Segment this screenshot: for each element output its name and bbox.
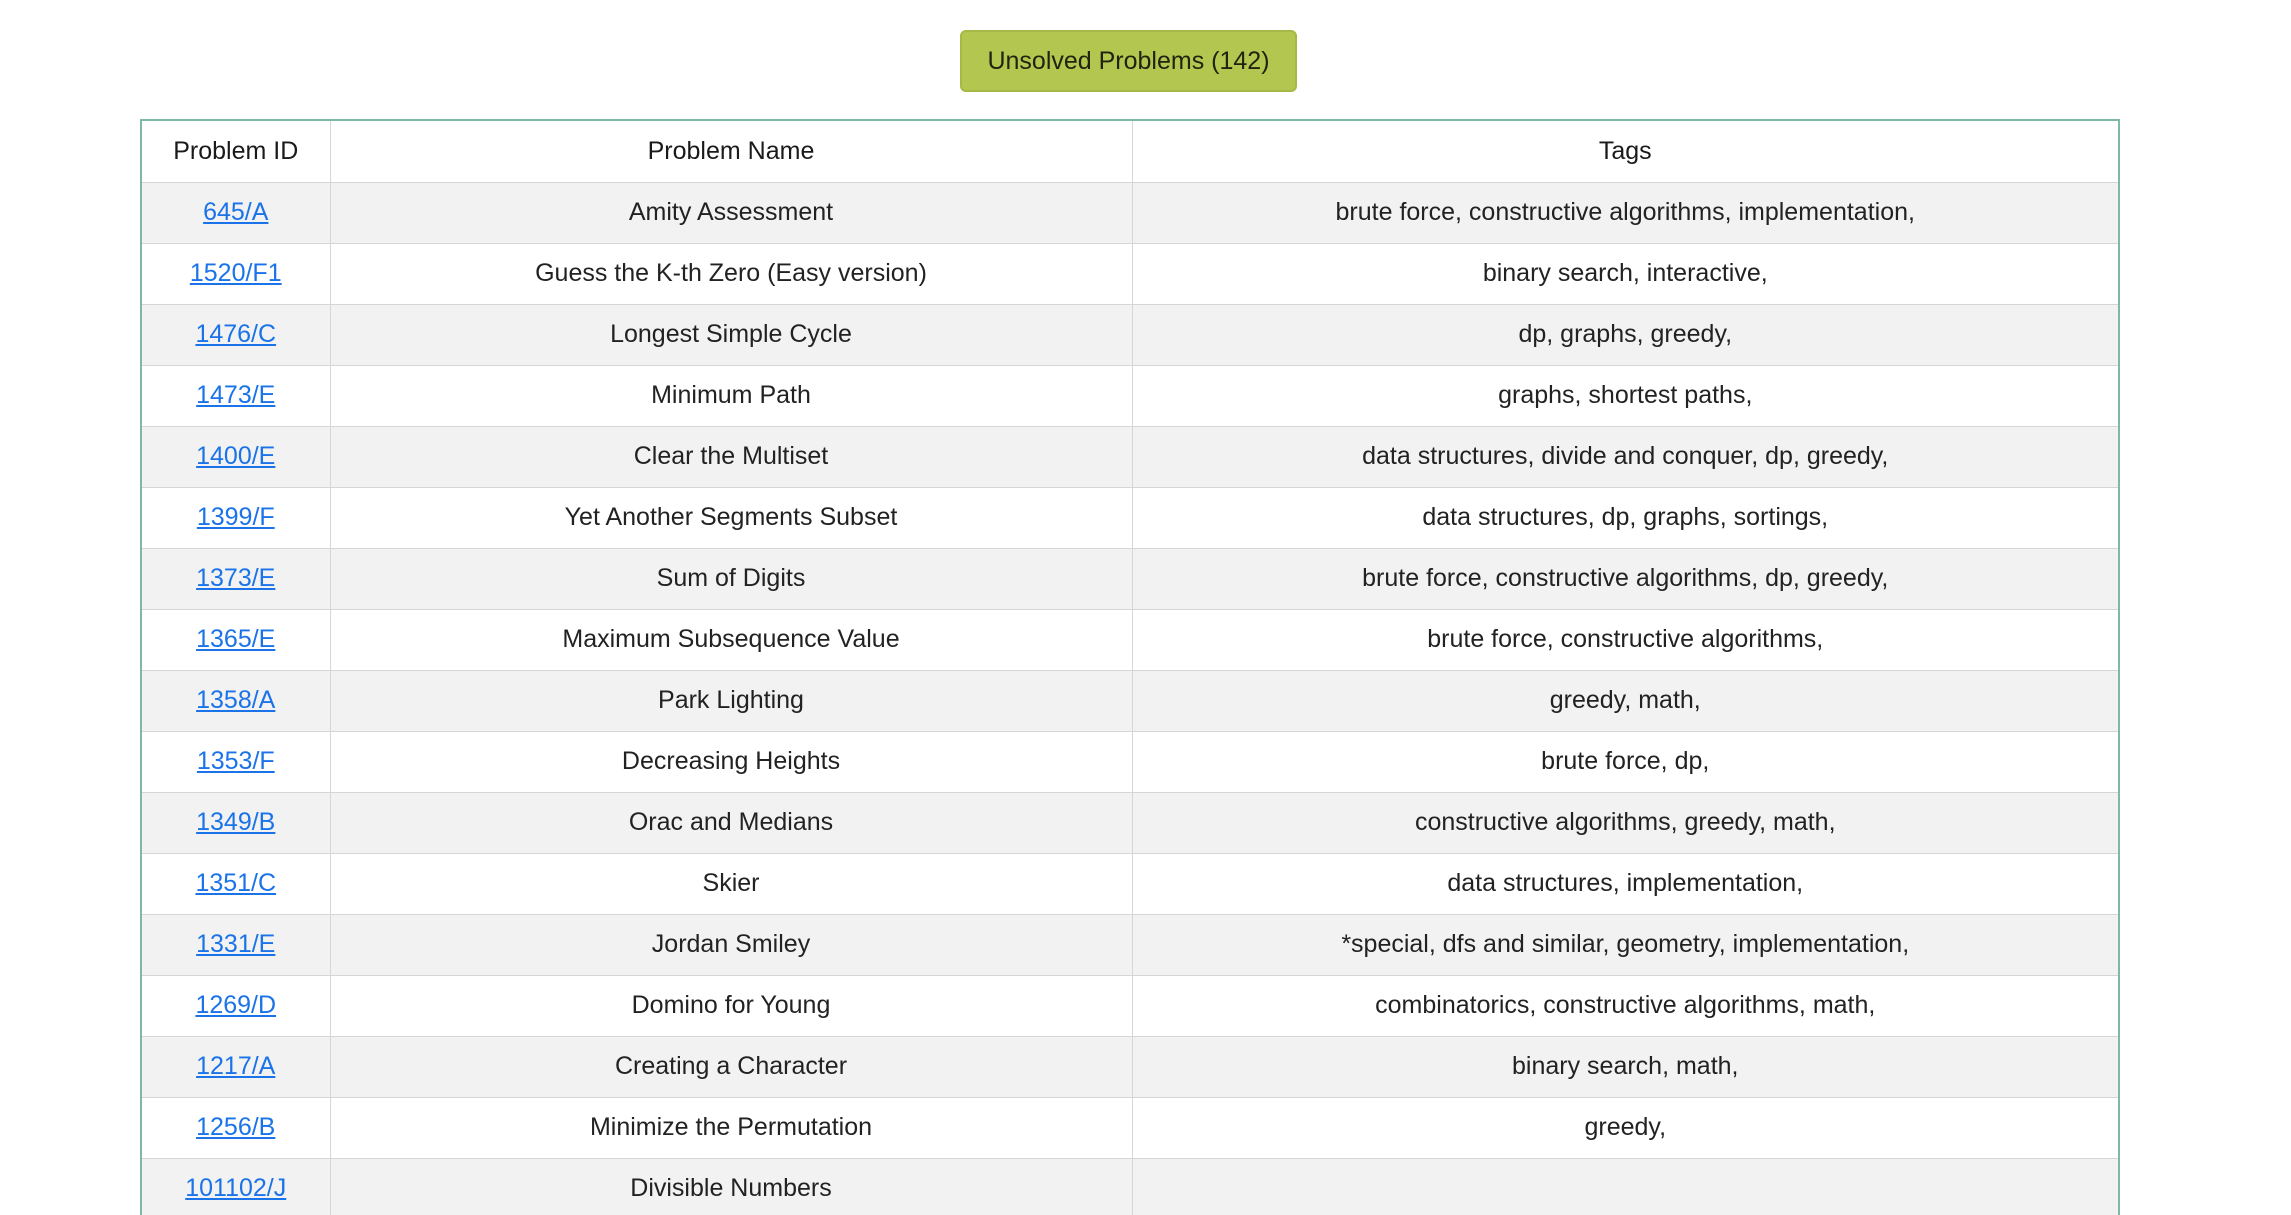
cell-problem-id (142, 182, 330, 243)
problem-id-link[interactable]: 1476/C (195, 320, 277, 348)
cell-problem-name: Guess the K-th Zero (Easy version) (330, 243, 1132, 304)
cell-problem-id (142, 975, 330, 1036)
problem-id-link[interactable]: 1351/C (195, 869, 277, 897)
column-header-tags[interactable]: Tags (1132, 121, 2118, 182)
cell-tags: binary search, math, (1132, 1036, 2118, 1097)
cell-tags: brute force, constructive algorithms, (1132, 609, 2118, 670)
column-header-problem-name[interactable]: Problem Name (330, 121, 1132, 182)
cell-tags: brute force, constructive algorithms, implementation, (1132, 182, 2118, 243)
table-row (142, 975, 2118, 1036)
cell-problem-name: Domino for Young (330, 975, 1132, 1036)
cell-problem-id (142, 548, 330, 609)
unsolved-problems-button[interactable]: Unsolved Problems (142) (960, 30, 1297, 92)
cell-problem-id (142, 731, 330, 792)
problem-id-link[interactable]: 1400/E (196, 442, 276, 470)
table-row (142, 792, 2118, 853)
cell-tags: brute force, constructive algorithms, dp, greedy, (1132, 548, 2118, 609)
problem-id-link[interactable]: 645/A (203, 198, 269, 226)
table-row (142, 1158, 2118, 1215)
table-row (142, 670, 2118, 731)
column-header-problem-id[interactable]: Problem ID (142, 121, 330, 182)
table-row (142, 365, 2118, 426)
table-row (142, 243, 2118, 304)
problem-id-link[interactable]: 1399/F (196, 503, 275, 531)
cell-problem-name: Yet Another Segments Subset (330, 487, 1132, 548)
cell-tags: data structures, dp, graphs, sortings, (1132, 487, 2118, 548)
cell-problem-id (142, 853, 330, 914)
problem-id-link[interactable]: 1331/E (196, 930, 276, 958)
problem-id-link[interactable]: 1373/E (196, 564, 276, 592)
cell-problem-name: Maximum Subsequence Value (330, 609, 1132, 670)
table-header-row (142, 121, 2118, 182)
cell-problem-name: Longest Simple Cycle (330, 304, 1132, 365)
problem-id-link[interactable]: 1473/E (196, 381, 276, 409)
problems-table-container (140, 119, 2120, 1215)
cell-problem-id (142, 792, 330, 853)
table-row (142, 487, 2118, 548)
cell-problem-name: Decreasing Heights (330, 731, 1132, 792)
cell-problem-name: Divisible Numbers (330, 1158, 1132, 1215)
problem-id-link[interactable]: 1217/A (196, 1052, 276, 1080)
problem-id-link[interactable]: 1353/F (196, 747, 275, 775)
table-row (142, 426, 2118, 487)
cell-problem-name: Minimum Path (330, 365, 1132, 426)
cell-problem-id (142, 1097, 330, 1158)
cell-tags: binary search, interactive, (1132, 243, 2118, 304)
cell-problem-name: Jordan Smiley (330, 914, 1132, 975)
problem-id-link[interactable]: 1269/D (195, 991, 277, 1019)
cell-problem-name: Sum of Digits (330, 548, 1132, 609)
table-row (142, 304, 2118, 365)
cell-tags: brute force, dp, (1132, 731, 2118, 792)
cell-problem-id (142, 426, 330, 487)
problem-id-link[interactable]: 1358/A (196, 686, 276, 714)
table-row (142, 182, 2118, 243)
table-row (142, 1036, 2118, 1097)
cell-problem-id (142, 304, 330, 365)
cell-tags: *special, dfs and similar, geometry, implementation, (1132, 914, 2118, 975)
cell-problem-name: Orac and Medians (330, 792, 1132, 853)
table-row (142, 731, 2118, 792)
cell-tags: data structures, divide and conquer, dp, greedy, (1132, 426, 2118, 487)
table-row (142, 1097, 2118, 1158)
cell-problem-id (142, 914, 330, 975)
cell-problem-name: Minimize the Permutation (330, 1097, 1132, 1158)
table-row (142, 609, 2118, 670)
cell-problem-id (142, 670, 330, 731)
table-row (142, 914, 2118, 975)
cell-tags: greedy, (1132, 1097, 2118, 1158)
table-row (142, 548, 2118, 609)
cell-tags: graphs, shortest paths, (1132, 365, 2118, 426)
problem-id-link[interactable]: 1256/B (196, 1113, 276, 1141)
cell-tags (1132, 1158, 2118, 1215)
cell-problem-id (142, 365, 330, 426)
cell-problem-name: Clear the Multiset (330, 426, 1132, 487)
table-row (142, 853, 2118, 914)
cell-tags: greedy, math, (1132, 670, 2118, 731)
problem-id-link[interactable]: 101102/J (185, 1174, 287, 1202)
cell-problem-name: Amity Assessment (330, 182, 1132, 243)
cell-problem-id (142, 243, 330, 304)
cell-tags: data structures, implementation, (1132, 853, 2118, 914)
cell-tags: constructive algorithms, greedy, math, (1132, 792, 2118, 853)
cell-problem-id (142, 609, 330, 670)
problem-id-link[interactable]: 1365/E (196, 625, 276, 653)
problems-table (142, 121, 2118, 1215)
cell-problem-id (142, 1158, 330, 1215)
problem-id-link[interactable]: 1520/F1 (189, 259, 282, 287)
cell-problem-name: Skier (330, 853, 1132, 914)
problem-id-link[interactable]: 1349/B (196, 808, 276, 836)
cell-problem-name: Creating a Character (330, 1036, 1132, 1097)
cell-problem-name: Park Lighting (330, 670, 1132, 731)
cell-problem-id (142, 1036, 330, 1097)
cell-tags: dp, graphs, greedy, (1132, 304, 2118, 365)
cell-tags: combinatorics, constructive algorithms, math, (1132, 975, 2118, 1036)
cell-problem-id (142, 487, 330, 548)
